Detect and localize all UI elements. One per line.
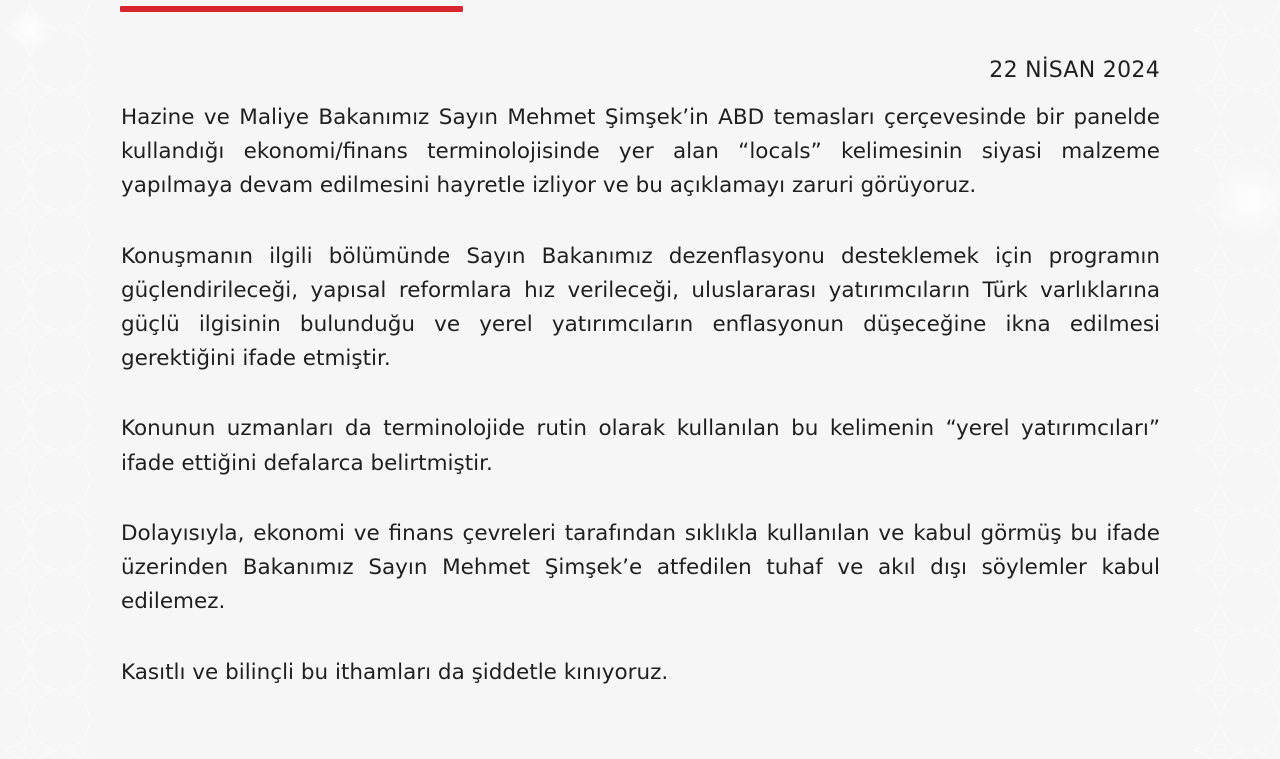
- document-date: 22 NİSAN 2024: [989, 58, 1160, 83]
- document-body: [121, 101, 1160, 691]
- paragraph-4: Dolayısıyla, ekonomi ve finans çevreleri tarafından sıklıkla kullanılan ve kabul görmüş bu ifade üzerinden Bakanımız Sayın Mehmet Şimşek’e atfedilen tuhaf ve akıl dışı söylemler kabul edilemez.: [121, 520, 1160, 615]
- paragraph-2: Konuşmanın ilgili bölümünde Sayın Bakanımız dezenflasyonu desteklemek için programın güçlendirileceği, yapısal reformlara hız verileceği, uluslararası yatırımcıların Türk varlıklarına güçlü ilgisinin bulunduğu ve yerel yatırımcıların enflasyonun düşeceğine ikna edilmesi gerektiğini ifade etmiştir.: [121, 243, 1160, 372]
- decorative-pattern-left: [0, 0, 90, 759]
- decorative-pattern-right: [1190, 0, 1280, 759]
- paragraph-1: Hazine ve Maliye Bakanımız Sayın Mehmet Şimşek’in ABD temasları çerçevesinde bir panelde kullandığı ekonomi/finans terminolojisinde yer alan “locals” kelimesinin siyasi malzeme yapılmaya devam edilmesini hayretle izliyor ve bu açıklamayı zaruri görüyoruz.: [121, 105, 1160, 199]
- paragraph-3: Konunun uzmanları da terminolojide rutin olarak kullanılan bu kelimenin “yerel yatırımcıları” ifade ettiğini defalarca belirtmiştir.: [121, 416, 1160, 476]
- header-accent-bar: [120, 6, 463, 12]
- paragraph-5: Kasıtlı ve bilinçli bu ithamları da şiddetle kınıyoruz.: [121, 660, 669, 686]
